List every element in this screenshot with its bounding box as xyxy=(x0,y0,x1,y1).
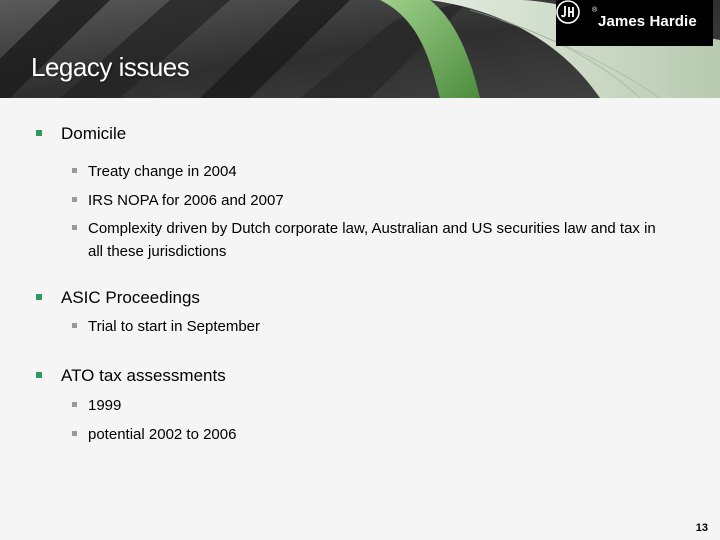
bullet-ato-tax-assessments: ATO tax assessments xyxy=(61,366,226,385)
page-number: 13 xyxy=(695,522,708,534)
level1-bullet-marker xyxy=(36,372,42,378)
slide-title: Legacy issues xyxy=(31,52,190,82)
bullet-asic-proceedings: ASIC Proceedings xyxy=(61,288,200,307)
level2-bullet-marker xyxy=(72,197,77,202)
logo-wordmark: James Hardie xyxy=(598,13,697,30)
sub-bullet: Treaty change in 2004 xyxy=(88,163,237,180)
level2-bullet-marker xyxy=(72,225,77,230)
registered-mark: ® xyxy=(592,7,598,14)
level1-bullet-marker xyxy=(36,130,42,136)
sub-bullet: Trial to start in September xyxy=(88,318,261,335)
level2-bullet-marker xyxy=(72,323,77,328)
sub-bullet: potential 2002 to 2006 xyxy=(88,426,237,443)
level2-bullet-marker xyxy=(72,431,77,436)
level2-bullet-marker xyxy=(72,168,77,173)
level2-bullet-marker xyxy=(72,402,77,407)
sub-bullet: Complexity driven by Dutch corporate law, Australian and US securities law and tax in all these jurisdictions xyxy=(88,220,656,260)
sub-bullet: 1999 xyxy=(88,397,122,414)
sub-bullet: IRS NOPA for 2006 and 2007 xyxy=(88,192,284,209)
bullet-domicile: Domicile xyxy=(61,124,127,143)
level1-bullet-marker xyxy=(36,294,42,300)
